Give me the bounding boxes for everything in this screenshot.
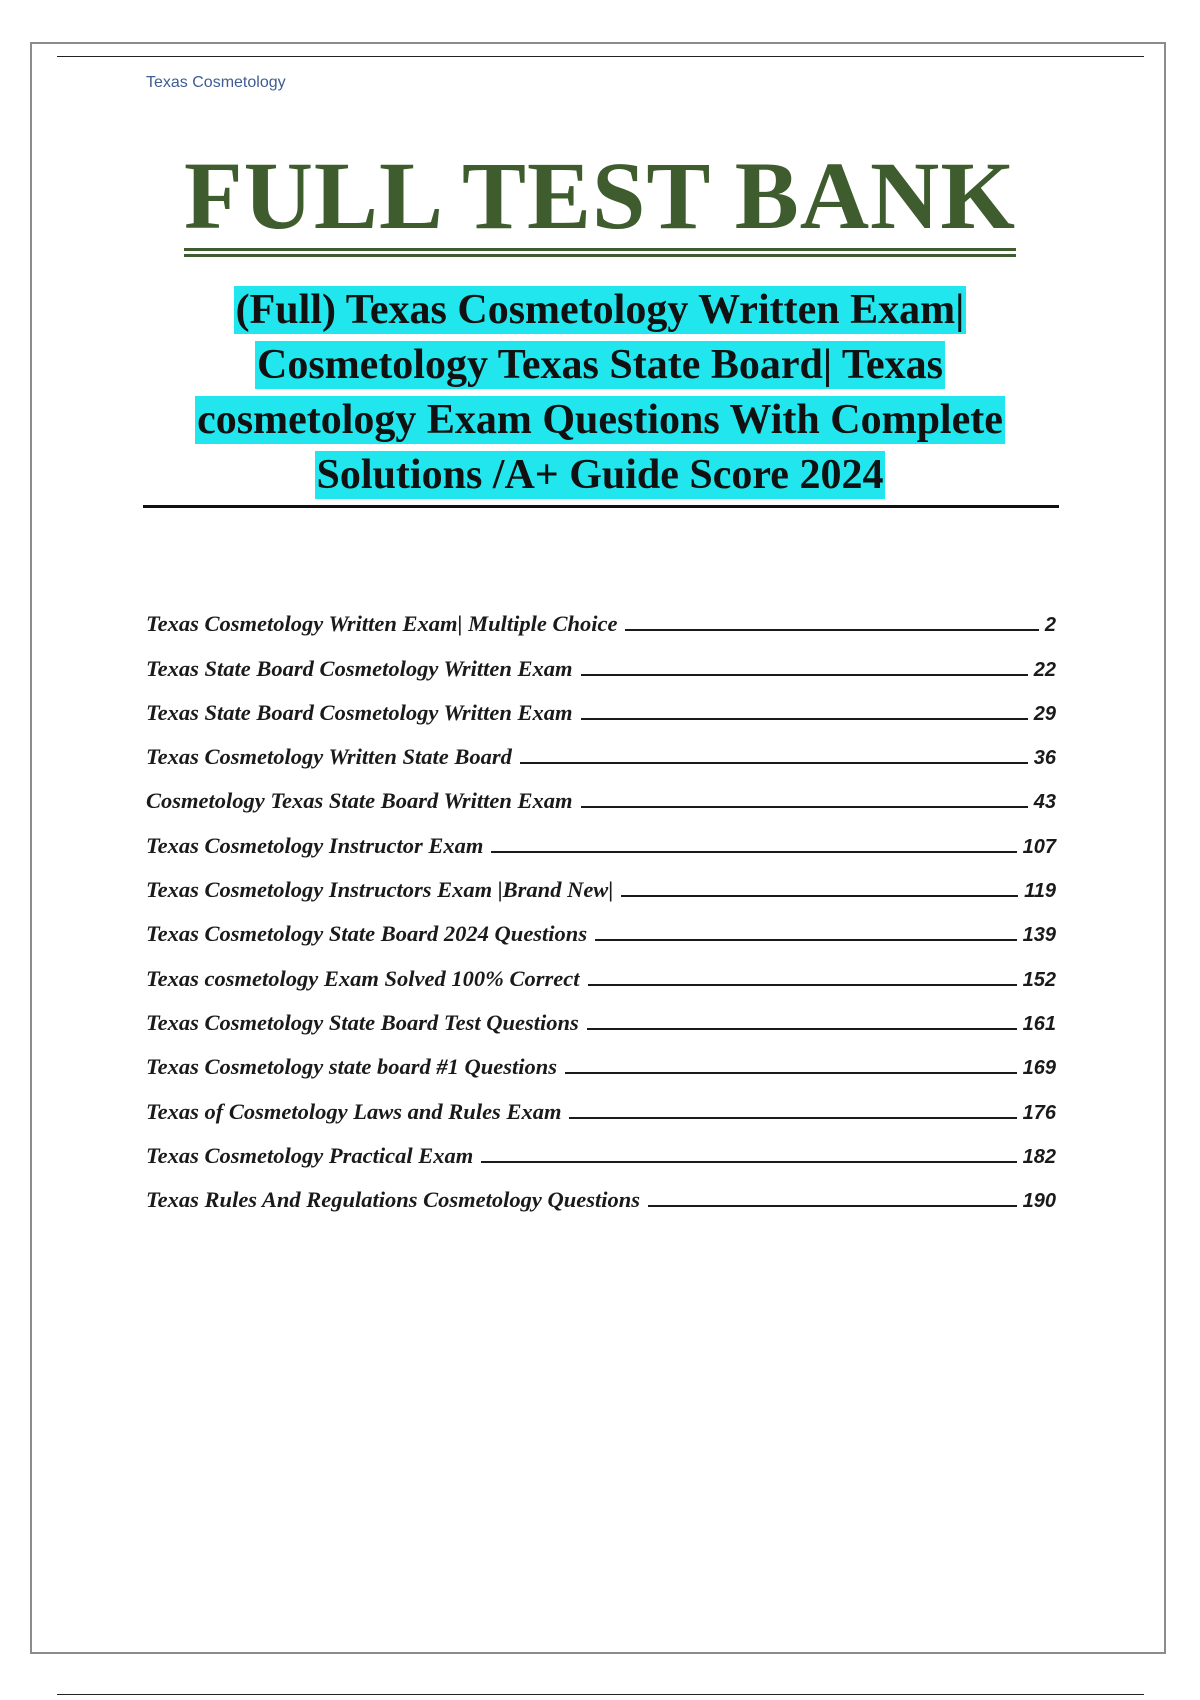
toc-entry[interactable] (146, 1080, 1056, 1124)
subtitle-divider (143, 505, 1059, 508)
toc-page-number: 119 (1024, 880, 1056, 903)
toc-entry[interactable] (146, 682, 1056, 726)
subtitle-line: Solutions /A+ Guide Score 2024 (316, 452, 884, 498)
toc-entry-title: Texas Cosmetology Instructors Exam |Brand New| (146, 877, 614, 903)
document-subtitle (140, 283, 1060, 503)
toc-entry[interactable] (146, 814, 1056, 858)
toc-entry-title: Texas Cosmetology Written State Board (146, 744, 512, 770)
toc-leader-line (648, 1205, 1017, 1207)
toc-leader-line (581, 674, 1028, 676)
toc-entry[interactable] (146, 770, 1056, 814)
footer-rule (57, 1694, 1144, 1695)
table-of-contents (146, 593, 1056, 1213)
toc-entry-title: Texas State Board Cosmetology Written Exam (146, 699, 573, 725)
header-rule (57, 56, 1144, 57)
toc-entry[interactable] (146, 859, 1056, 903)
toc-entry[interactable] (146, 903, 1056, 947)
toc-page-number: 43 (1033, 791, 1056, 814)
subtitle-line: cosmetology Exam Questions With Complete (197, 397, 1003, 443)
toc-page-number: 29 (1033, 702, 1056, 725)
toc-leader-line (621, 895, 1018, 897)
page-title: FULL TEST BANK (183, 142, 1017, 249)
toc-entry-title: Cosmetology Texas State Board Written Exam (146, 788, 573, 814)
toc-entry[interactable] (146, 1169, 1056, 1213)
toc-entry[interactable] (146, 947, 1056, 991)
toc-page-number: 169 (1022, 1057, 1056, 1080)
toc-page-number: 2 (1044, 614, 1056, 637)
toc-leader-line (581, 806, 1028, 808)
toc-page-number: 182 (1022, 1145, 1056, 1168)
toc-entry-title: Texas Cosmetology Instructor Exam (146, 832, 484, 858)
toc-leader-line (520, 762, 1028, 764)
subtitle-line: (Full) Texas Cosmetology Written Exam| (235, 287, 965, 333)
toc-page-number: 161 (1022, 1012, 1056, 1035)
subtitle-line: Cosmetology Texas State Board| Texas (257, 342, 943, 388)
toc-entry[interactable] (146, 1036, 1056, 1080)
toc-entry-title: Texas State Board Cosmetology Written Exam (146, 655, 573, 681)
toc-page-number: 190 (1022, 1190, 1056, 1213)
toc-leader-line (565, 1072, 1017, 1074)
title-double-underline (184, 248, 1016, 257)
toc-entry[interactable] (146, 593, 1056, 637)
toc-page-number: 176 (1022, 1101, 1056, 1124)
toc-entry-title: Texas Cosmetology State Board Test Questions (146, 1009, 579, 1035)
toc-entry[interactable] (146, 637, 1056, 681)
toc-entry-title: Texas Cosmetology Written Exam| Multiple Choice (146, 611, 618, 637)
toc-entry[interactable] (146, 992, 1056, 1036)
toc-entry-title: Texas Rules And Regulations Cosmetology Questions (146, 1187, 641, 1213)
toc-page-number: 139 (1022, 924, 1056, 947)
toc-entry-title: Texas Cosmetology State Board 2024 Questions (146, 921, 588, 947)
toc-leader-line (491, 851, 1016, 853)
toc-leader-line (588, 984, 1017, 986)
toc-entry[interactable] (146, 726, 1056, 770)
toc-entry-title: Texas of Cosmetology Laws and Rules Exam (146, 1098, 562, 1124)
toc-page-number: 107 (1022, 835, 1056, 858)
toc-leader-line (581, 718, 1028, 720)
toc-page-number: 36 (1033, 747, 1056, 770)
toc-leader-line (625, 629, 1038, 631)
toc-leader-line (587, 1028, 1017, 1030)
toc-leader-line (481, 1161, 1016, 1163)
toc-leader-line (569, 1117, 1016, 1119)
toc-entry[interactable] (146, 1125, 1056, 1169)
toc-entry-title: Texas Cosmetology state board #1 Questions (146, 1054, 558, 1080)
running-header: Texas Cosmetology (146, 74, 286, 91)
toc-entry-title: Texas cosmetology Exam Solved 100% Correct (146, 965, 580, 991)
toc-leader-line (595, 939, 1017, 941)
toc-page-number: 152 (1022, 968, 1056, 991)
toc-page-number: 22 (1033, 658, 1056, 681)
toc-entry-title: Texas Cosmetology Practical Exam (146, 1142, 474, 1168)
